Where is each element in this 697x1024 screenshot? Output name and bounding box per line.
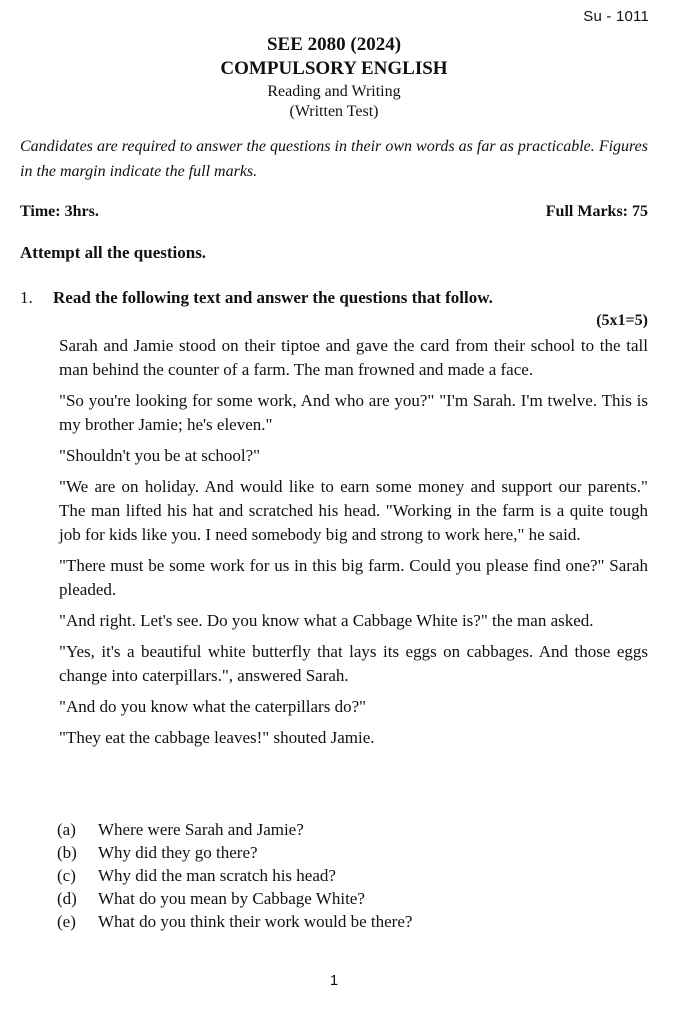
sub-question-label: (e) [57,912,76,931]
passage-paragraph: "And do you know what the caterpillars do?" [59,697,367,716]
passage-paragraph: Sarah and Jamie stood on their tiptoe and gave the card from their school to the tall man behind the counter of a farm. The man frowned and made a face. [59,336,648,379]
paper-code: Su - 1011 [583,8,649,25]
attempt-note: Attempt all the questions. [20,243,207,262]
page-number: 1 [329,972,339,989]
question-title: Read the following text and answer the questions that follow. [53,288,493,307]
passage-paragraph: "They eat the cabbage leaves!" shouted Jamie. [59,728,375,747]
passage-paragraph: "So you're looking for some work, And who are you?" "I'm Sarah. I'm twelve. This is my brother Jamie; he's eleven." [59,391,648,434]
exam-header [0,33,668,122]
sub-question [57,864,412,887]
passage-paragraph: "Yes, it's a beautiful white butterfly that lays its eggs on cabbages. And those eggs change into caterpillars.", answered Sarah. [59,642,648,685]
full-marks-label: Full Marks: 75 [545,203,648,220]
passage-paragraph: "We are on holiday. And would like to earn some money and support our parents." The man lifted his hat and scratched his head. "Working in the farm is a quite tough job for kids like you. I need somebody big and strong to work here," he said. [59,477,648,544]
instructions: Candidates are required to answer the questions in their own words as far as practicable. Figures in the margin indicate the full marks. [20,138,648,180]
section-title: Reading and Writing [267,83,401,100]
sub-question [57,910,412,933]
subject-title: COMPULSORY ENGLISH [220,58,448,79]
sub-question-text: What do you think their work would be there? [98,912,413,931]
sub-question-text: Why did they go there? [98,843,258,862]
time-marks-row [20,203,648,221]
sub-question [57,887,412,910]
sub-question-label: (d) [57,889,77,908]
sub-question [57,818,412,841]
sub-question-list [57,818,412,933]
time-label: Time: 3hrs. [20,203,99,220]
exam-title: SEE 2080 (2024) [266,34,402,55]
sub-question-label: (b) [57,843,77,862]
passage-paragraph: "And right. Let's see. Do you know what a Cabbage White is?" the man asked. [59,611,594,630]
sub-question-label: (c) [57,866,76,885]
sub-question-text: What do you mean by Cabbage White? [98,889,365,908]
test-type: (Written Test) [289,103,379,120]
passage-paragraph: "Shouldn't you be at school?" [59,446,261,465]
sub-question [57,841,412,864]
sub-question-text: Why did the man scratch his head? [98,866,336,885]
question-heading [20,288,648,308]
sub-question-label: (a) [57,820,76,839]
question-number: 1. [20,288,33,307]
sub-question-text: Where were Sarah and Jamie? [98,820,304,839]
question-marks: (5x1=5) [596,312,648,329]
passage-paragraph: "There must be some work for us in this big farm. Could you please find one?" Sarah pleaded. [59,556,648,599]
reading-passage [59,334,648,757]
